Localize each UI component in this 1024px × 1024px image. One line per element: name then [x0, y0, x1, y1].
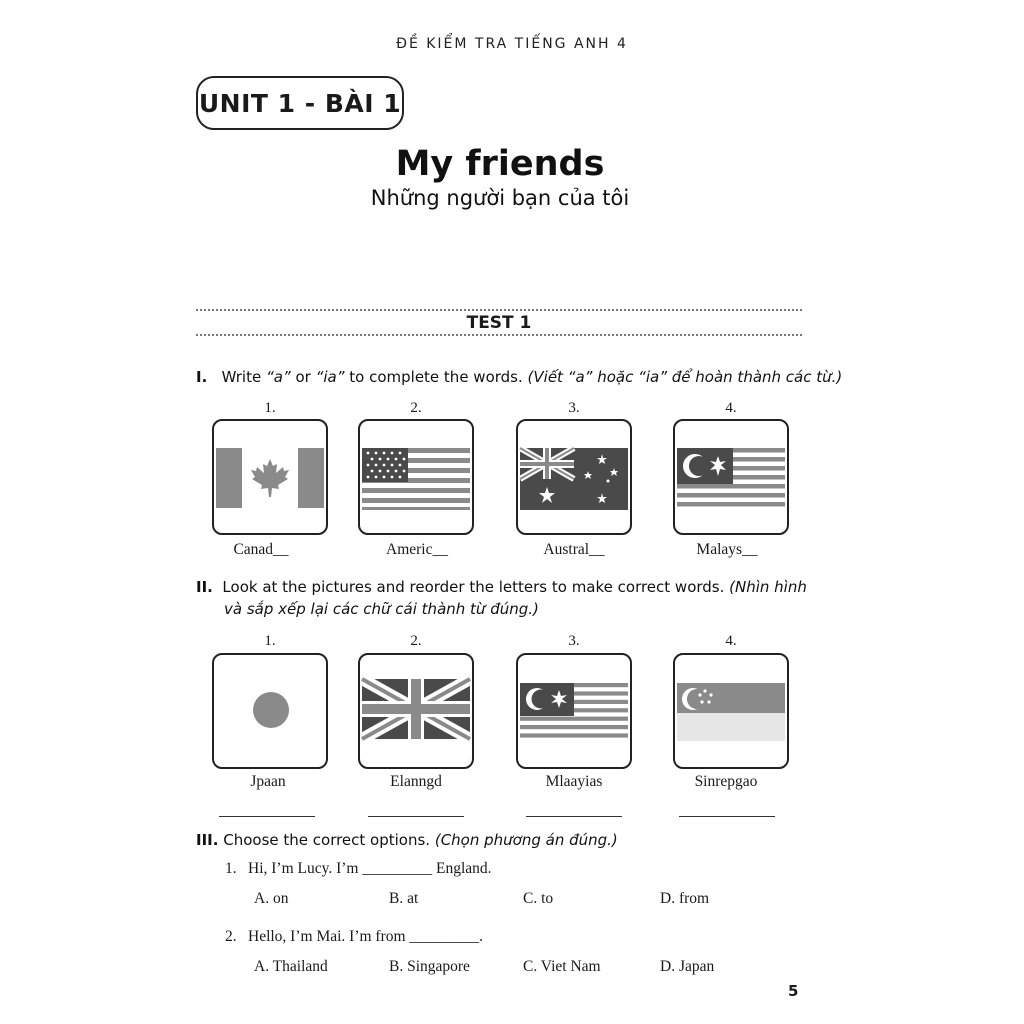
section-3-instruction	[196, 829, 618, 851]
instruction-text: Look at the pictures and reorder the letters to make correct words.	[222, 578, 730, 596]
section-1-instruction	[196, 366, 842, 388]
answer-option[interactable]: B. Singapore	[389, 958, 470, 975]
section-3-numeral: III.	[196, 831, 219, 849]
lesson-title: My friends	[395, 144, 605, 184]
item-number: 1.	[264, 400, 276, 416]
australia-flag-icon	[518, 421, 630, 533]
scrambled-word: Mlaayias	[545, 773, 603, 790]
answer-option[interactable]: C. Viet Nam	[523, 958, 601, 975]
instruction-text: or	[290, 368, 316, 386]
option-ia: “ia”	[315, 368, 345, 386]
item-number: 2.	[410, 633, 422, 649]
item-number: 4.	[725, 633, 737, 649]
scrambled-word: Jpaan	[250, 773, 286, 790]
answer-option[interactable]: C. to	[523, 890, 554, 907]
item-number: 2.	[410, 400, 422, 416]
flag-card	[212, 653, 328, 769]
flag-card	[673, 419, 789, 535]
item-number: 1.	[264, 633, 276, 649]
malaysia-flag-icon	[675, 421, 787, 533]
instruction-text: Choose the correct options.	[223, 831, 435, 849]
answer-option[interactable]: D. Japan	[660, 958, 715, 975]
question-text: Hello, I’m Mai. I’m from _________.	[248, 928, 484, 945]
item-number: 4.	[725, 400, 737, 416]
flag-card	[358, 653, 474, 769]
divider-top	[196, 309, 802, 311]
word-prompt: Americ__	[386, 541, 448, 558]
section-2-numeral: II.	[196, 578, 213, 596]
answer-line[interactable]	[219, 816, 315, 817]
answer-line[interactable]	[368, 816, 464, 817]
instruction-translation: và sắp xếp lại các chữ cái thành từ đúng.)	[224, 600, 539, 618]
item-number: 3.	[568, 400, 580, 416]
lesson-subtitle: Những người bạn của tôi	[370, 186, 630, 210]
question-number: 2.	[225, 928, 237, 945]
word-prompt: Austral__	[543, 541, 605, 558]
page-number: 5	[788, 982, 799, 1000]
answer-option[interactable]: A. Thailand	[254, 958, 328, 975]
section-1-numeral: I.	[196, 368, 208, 386]
singapore-flag-icon	[675, 655, 787, 767]
word-prompt: Malays__	[696, 541, 758, 558]
japan-flag-icon	[214, 655, 326, 767]
flag-card	[516, 653, 632, 769]
canada-flag-icon	[214, 421, 326, 533]
divider-bottom	[196, 334, 802, 336]
flag-card	[358, 419, 474, 535]
instruction-translation: (Nhìn hình	[729, 578, 807, 596]
instruction-text: to complete the words.	[344, 368, 528, 386]
scrambled-word: Elanngd	[390, 773, 442, 790]
section-2-instruction	[196, 576, 816, 620]
instruction-text: Write	[221, 368, 266, 386]
option-a: “a”	[265, 368, 291, 386]
unit-label: UNIT 1 - BÀI 1	[196, 76, 404, 130]
instruction-translation: (Viết “a” hoặc “ia” để hoàn thành các từ.)	[527, 368, 843, 386]
answer-option[interactable]: D. from	[660, 890, 710, 907]
uk-flag-icon	[360, 655, 472, 767]
answer-line[interactable]	[526, 816, 622, 817]
flag-card	[516, 419, 632, 535]
usa-flag-icon	[360, 421, 472, 533]
answer-option[interactable]: A. on	[254, 890, 289, 907]
question-number: 1.	[225, 860, 237, 877]
question-text: Hi, I’m Lucy. I’m _________ England.	[248, 860, 492, 877]
instruction-translation: (Chọn phương án đúng.)	[434, 831, 618, 849]
flag-card	[212, 419, 328, 535]
test-title: TEST 1	[466, 313, 532, 333]
flag-card	[673, 653, 789, 769]
book-header: ĐỀ KIỂM TRA TIẾNG ANH 4	[396, 36, 628, 52]
answer-option[interactable]: B. at	[389, 890, 419, 907]
malaysia-flag-icon	[518, 655, 630, 767]
item-number: 3.	[568, 633, 580, 649]
word-prompt: Canad__	[233, 541, 289, 558]
scrambled-word: Sinrepgao	[694, 773, 758, 790]
answer-line[interactable]	[679, 816, 775, 817]
